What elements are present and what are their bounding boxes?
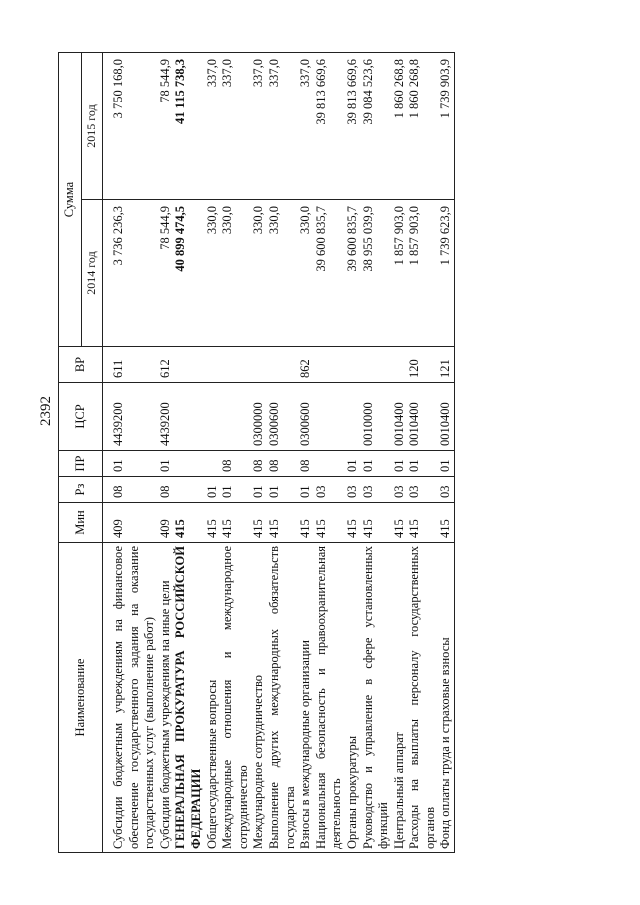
row-sum-2015: 337,0 (220, 53, 251, 200)
row-min: 415 (267, 503, 298, 543)
row-rz: 03 (392, 477, 408, 503)
row-sum-2015: 1 860 268,8 (392, 53, 408, 200)
table-row (361, 53, 392, 853)
row-pr: 08 (298, 451, 314, 477)
row-sum-2015: 337,0 (298, 53, 314, 200)
row-sum-2014: 330,0 (251, 200, 267, 347)
row-name: Субсидии бюджетным учреждениям на иные цели (158, 543, 174, 853)
row-rz: 03 (361, 477, 392, 503)
row-vr (267, 347, 298, 383)
row-rz: 08 (103, 477, 158, 503)
header-year-2014: 2014 год (82, 200, 103, 347)
table-row (267, 53, 298, 853)
row-pr: 01 (438, 451, 454, 477)
row-pr: 01 (158, 451, 174, 477)
row-sum-2014: 39 600 835,7 (345, 200, 361, 347)
row-pr (314, 451, 345, 477)
row-csr: 4439200 (158, 383, 174, 451)
row-pr (205, 451, 221, 477)
row-sum-2014: 39 600 835,7 (314, 200, 345, 347)
row-sum-2015: 39 084 523,6 (361, 53, 392, 200)
row-sum-2014: 1 739 623,9 (438, 200, 454, 347)
row-min: 409 (103, 503, 158, 543)
row-rz: 03 (314, 477, 345, 503)
header-csr: ЦСР (59, 383, 103, 451)
row-pr: 01 (407, 451, 438, 477)
row-csr: 0010400 (438, 383, 454, 451)
row-csr: 0300600 (298, 383, 314, 451)
table-row (158, 53, 174, 853)
rotated-page-content (58, 53, 598, 853)
table-row (438, 53, 454, 853)
row-min: 415 (407, 503, 438, 543)
row-name: Субсидии бюджетным учреждениям на финансовое обеспечение государственного задания на оказание государственных услуг (выполнение работ) (103, 543, 158, 853)
row-sum-2015: 78 544,9 (158, 53, 174, 200)
row-sum-2015: 1 739 903,9 (438, 53, 454, 200)
row-csr (345, 383, 361, 451)
row-rz: 08 (158, 477, 174, 503)
row-min: 415 (345, 503, 361, 543)
row-pr: 08 (267, 451, 298, 477)
header-min: Мин (59, 503, 103, 543)
row-min: 415 (392, 503, 408, 543)
row-name: Центральный аппарат (392, 543, 408, 853)
row-name: Фонд оплаты труда и страховые взносы (438, 543, 454, 853)
row-rz: 01 (267, 477, 298, 503)
row-rz (173, 477, 204, 503)
row-pr: 08 (220, 451, 251, 477)
row-sum-2015: 3 750 168,0 (103, 53, 158, 200)
row-min: 415 (173, 503, 204, 543)
table-row (392, 53, 408, 853)
row-vr (345, 347, 361, 383)
row-name: ГЕНЕРАЛЬНАЯ ПРОКУРАТУРА РОССИЙСКОЙ ФЕДЕРАЦИИ (173, 543, 204, 853)
row-vr (205, 347, 221, 383)
row-min: 415 (314, 503, 345, 543)
row-min: 415 (438, 503, 454, 543)
row-pr: 08 (251, 451, 267, 477)
row-sum-2014: 38 955 039,9 (361, 200, 392, 347)
row-vr (361, 347, 392, 383)
row-vr: 121 (438, 347, 454, 383)
row-vr: 611 (103, 347, 158, 383)
row-sum-2014: 1 857 903,0 (407, 200, 438, 347)
row-sum-2014: 3 736 236,3 (103, 200, 158, 347)
row-sum-2015: 41 115 738,3 (173, 53, 204, 200)
row-min: 415 (220, 503, 251, 543)
row-min: 415 (298, 503, 314, 543)
row-sum-2014: 40 899 474,5 (173, 200, 204, 347)
table-body (103, 53, 455, 853)
row-vr: 120 (407, 347, 438, 383)
table-row (205, 53, 221, 853)
header-sum: Сумма (59, 53, 82, 347)
row-vr (314, 347, 345, 383)
row-rz: 03 (345, 477, 361, 503)
row-min: 409 (158, 503, 174, 543)
header-name: Наименование (59, 543, 103, 853)
table-row (173, 53, 204, 853)
table-row (407, 53, 438, 853)
row-csr (173, 383, 204, 451)
row-name: Органы прокуратуры (345, 543, 361, 853)
row-min: 415 (205, 503, 221, 543)
row-sum-2015: 39 813 669,6 (345, 53, 361, 200)
row-vr (392, 347, 408, 383)
row-vr (220, 347, 251, 383)
table-row (345, 53, 361, 853)
row-rz: 03 (407, 477, 438, 503)
row-rz: 01 (298, 477, 314, 503)
row-sum-2015: 1 860 268,8 (407, 53, 438, 200)
row-sum-2014: 330,0 (220, 200, 251, 347)
row-csr (314, 383, 345, 451)
row-csr (220, 383, 251, 451)
row-sum-2015: 337,0 (267, 53, 298, 200)
row-vr (173, 347, 204, 383)
row-sum-2015: 39 813 669,6 (314, 53, 345, 200)
row-vr: 612 (158, 347, 174, 383)
row-pr: 01 (392, 451, 408, 477)
row-name: Общегосударственные вопросы (205, 543, 221, 853)
row-pr: 01 (345, 451, 361, 477)
header-vr: ВР (59, 347, 103, 383)
header-year-2015: 2015 год (82, 53, 103, 200)
row-csr: 4439200 (103, 383, 158, 451)
table-row (251, 53, 267, 853)
row-vr (251, 347, 267, 383)
row-name: Выполнение других международных обязательств государства (267, 543, 298, 853)
row-name: Международное сотрудничество (251, 543, 267, 853)
row-pr (173, 451, 204, 477)
row-sum-2015: 337,0 (205, 53, 221, 200)
row-rz: 01 (251, 477, 267, 503)
row-sum-2015: 337,0 (251, 53, 267, 200)
row-csr: 0010400 (407, 383, 438, 451)
row-sum-2014: 78 544,9 (158, 200, 174, 347)
row-rz: 03 (438, 477, 454, 503)
row-name: Взносы в международные организации (298, 543, 314, 853)
row-name: Руководство и управление в сфере установленных функций (361, 543, 392, 853)
row-sum-2014: 330,0 (298, 200, 314, 347)
row-pr: 01 (103, 451, 158, 477)
row-name: Расходы на выплаты персоналу государственных органов (407, 543, 438, 853)
table-header (59, 53, 103, 853)
row-rz: 01 (220, 477, 251, 503)
row-sum-2014: 330,0 (205, 200, 221, 347)
table-row (314, 53, 345, 853)
table-row (103, 53, 158, 853)
row-rz: 01 (205, 477, 221, 503)
row-min: 415 (251, 503, 267, 543)
row-csr: 0300600 (267, 383, 298, 451)
row-sum-2014: 330,0 (267, 200, 298, 347)
row-csr: 0300000 (251, 383, 267, 451)
page-number: 2392 (38, 396, 54, 426)
row-csr: 0010400 (392, 383, 408, 451)
table-row (220, 53, 251, 853)
row-name: Национальная безопасность и правоохранительная деятельность (314, 543, 345, 853)
row-pr: 01 (361, 451, 392, 477)
budget-table (58, 52, 455, 853)
table-row (298, 53, 314, 853)
row-min: 415 (361, 503, 392, 543)
header-pr: ПР (59, 451, 103, 477)
row-name: Международные отношения и международное сотрудничество (220, 543, 251, 853)
row-csr (205, 383, 221, 451)
row-sum-2014: 1 857 903,0 (392, 200, 408, 347)
row-csr: 0010000 (361, 383, 392, 451)
row-vr: 862 (298, 347, 314, 383)
header-rz: Рз (59, 477, 103, 503)
